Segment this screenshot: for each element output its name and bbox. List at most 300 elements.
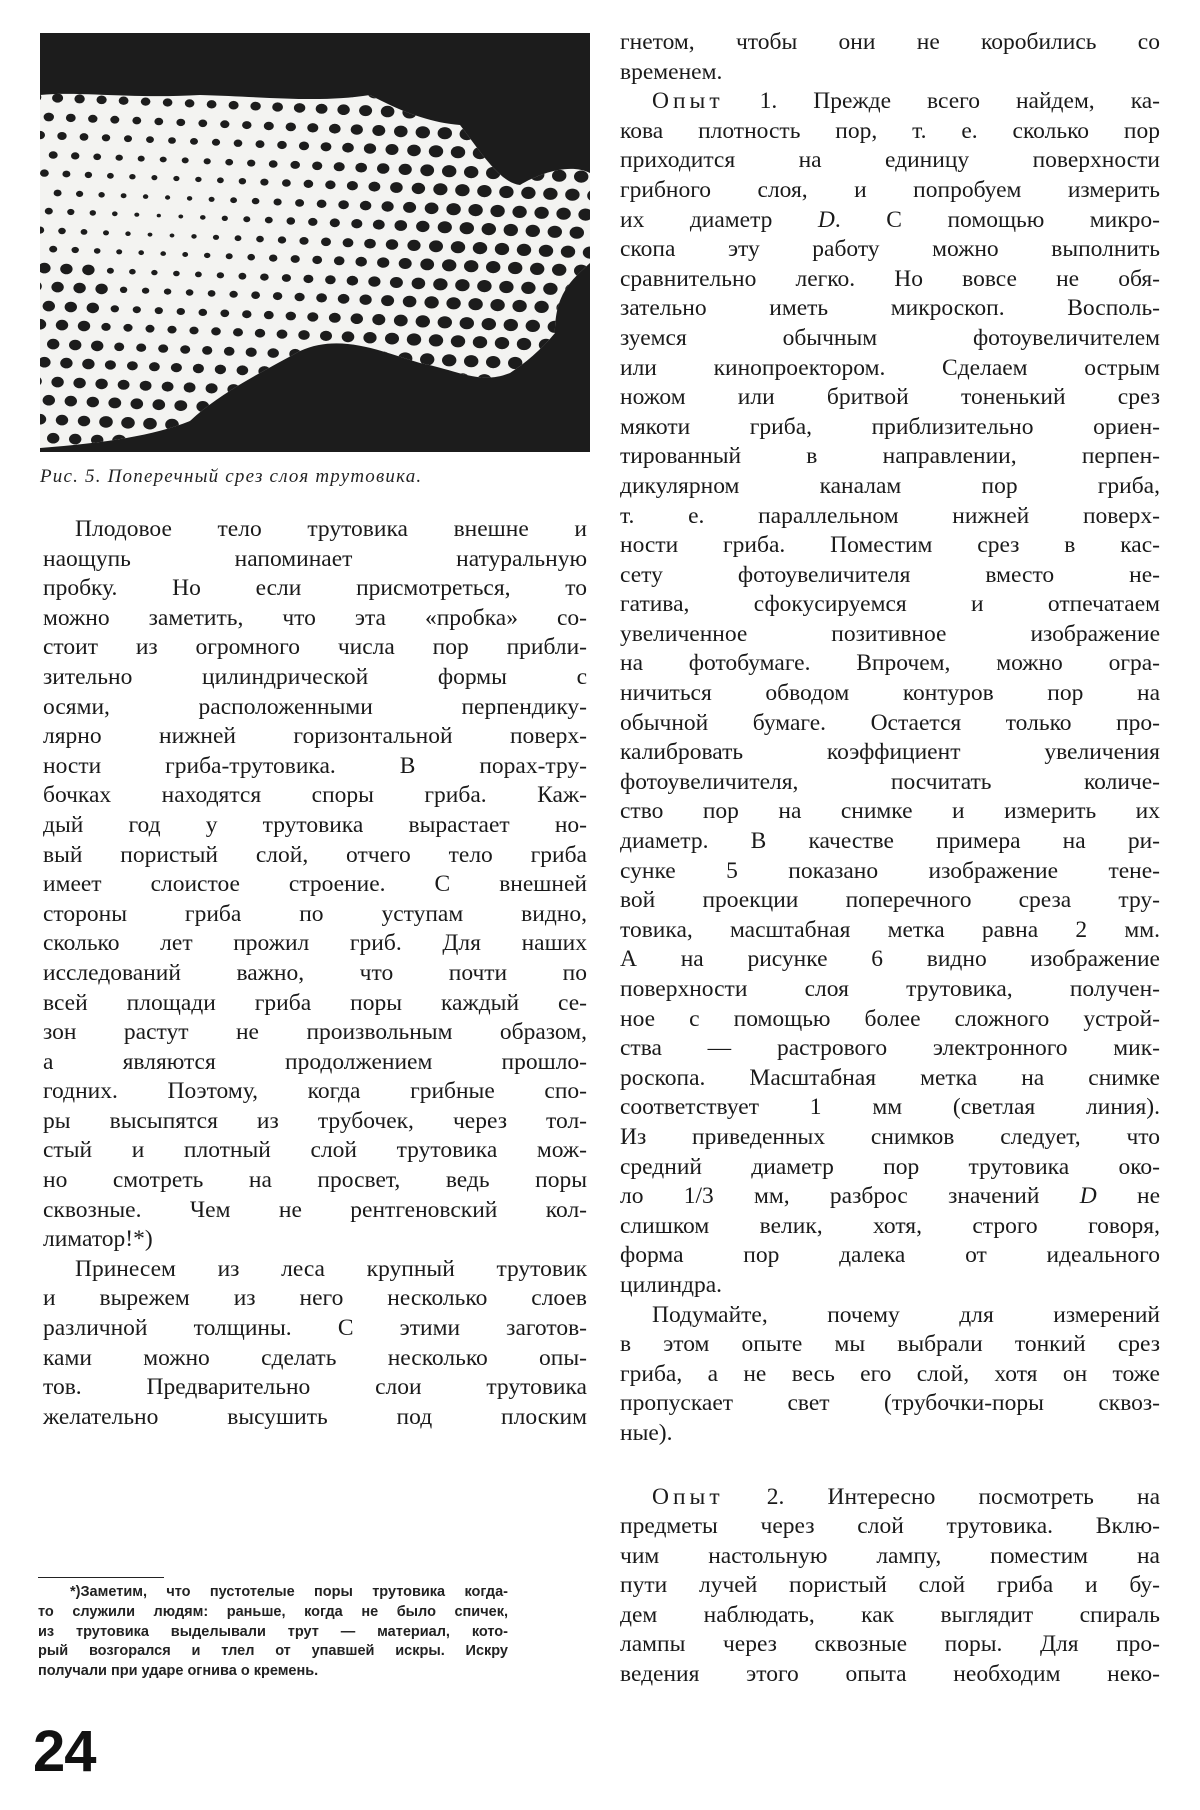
pore (282, 274, 291, 282)
pore (191, 234, 196, 239)
pore (121, 193, 127, 198)
pore (260, 274, 269, 281)
pore (299, 142, 309, 151)
pore (429, 334, 443, 346)
text-line: ное с помощью более сложного устрой- (620, 1005, 1160, 1032)
pore (312, 256, 322, 264)
pore (114, 343, 124, 352)
text-line: ками можно сделать несколько опы- (43, 1344, 587, 1371)
pore (252, 198, 260, 204)
pore (420, 259, 434, 271)
pore (455, 279, 469, 291)
pore (204, 253, 210, 258)
pore (369, 182, 381, 192)
pore (433, 278, 447, 290)
pore (287, 217, 296, 224)
pore (136, 344, 146, 352)
pore (138, 156, 145, 162)
pore (40, 169, 49, 176)
pore (468, 298, 482, 310)
pore (69, 340, 81, 351)
pore (52, 93, 63, 102)
pore (102, 134, 110, 141)
text-line: ведения этого опыта необходим неко- (620, 1661, 1160, 1688)
pore (185, 99, 195, 107)
polypore-cross-section-image (40, 33, 590, 452)
pore (390, 277, 403, 288)
text-line: т. е. параллельном нижней поверх- (620, 502, 1160, 529)
pore (60, 264, 72, 275)
footnote-line: *)Заметим, что пустотелые поры трутовика когда- (70, 1584, 508, 1600)
pore (208, 290, 216, 297)
pore (206, 383, 218, 393)
text-line: ничиться обводом контуров пор на (620, 680, 1160, 707)
pore (155, 307, 163, 314)
pore (359, 105, 372, 116)
pore (291, 255, 300, 263)
pore (264, 122, 274, 130)
pore (486, 356, 500, 368)
pore (182, 252, 188, 257)
pore (213, 235, 219, 240)
pore (229, 291, 237, 298)
pore (157, 214, 161, 218)
text-line: сету фотоувеличителя вместо не- (620, 561, 1160, 588)
pore (44, 113, 54, 122)
pore (464, 166, 478, 178)
pore (67, 209, 74, 215)
pore (111, 305, 119, 312)
pore (107, 268, 114, 274)
pore (256, 236, 264, 243)
pore (304, 180, 314, 188)
pore (71, 152, 79, 159)
pore (120, 287, 127, 293)
pore (386, 144, 399, 155)
pore (73, 283, 85, 294)
pore (543, 188, 557, 200)
pore (477, 280, 491, 292)
pore (215, 365, 226, 375)
footnote-line: получали при ударе огнива о кремень. (38, 1663, 319, 1680)
pore (429, 240, 443, 252)
pore (143, 194, 148, 199)
text-line: слишком велик, хотя, строго говоря, (620, 1212, 1160, 1239)
pore (548, 226, 562, 238)
pore (207, 100, 217, 108)
text-line: лампы через сквозные поры. Для про- (620, 1631, 1160, 1658)
pore (504, 224, 518, 236)
pore (199, 309, 208, 316)
pore (220, 310, 229, 318)
pore (343, 238, 354, 247)
pore (499, 186, 513, 198)
text-line: бочках находятся споры гриба. Каж- (43, 782, 587, 809)
pore (222, 216, 228, 221)
pore (446, 297, 460, 309)
pore (149, 362, 160, 371)
pore (153, 399, 166, 410)
text-line: всей площади гриба поры каждый се- (43, 989, 587, 1016)
pore (364, 143, 376, 153)
text-line: зуемся обычным фотоувеличителем (620, 324, 1160, 351)
pore (282, 179, 291, 187)
pore (526, 225, 540, 237)
text-line: и вырежем из него несколько слоев (43, 1285, 587, 1312)
pore (295, 199, 304, 207)
pore (351, 124, 363, 134)
text-line: Подумайте, почему для измерений (652, 1301, 1160, 1328)
pore (212, 139, 220, 146)
pore (303, 275, 313, 283)
pore (294, 103, 305, 113)
text-line: сравнительно легко. Но вовсе не обя- (620, 265, 1160, 292)
pore (570, 227, 584, 239)
pore (482, 318, 496, 330)
section-gap (620, 1449, 1160, 1483)
page-number: 24 (33, 1719, 96, 1784)
pore (372, 125, 385, 136)
pore (316, 104, 328, 114)
pore (347, 181, 358, 190)
pore (88, 115, 97, 123)
pore (338, 294, 350, 304)
pore (168, 137, 176, 144)
pore (521, 187, 535, 199)
pore (141, 98, 151, 106)
pore (51, 377, 63, 388)
text-line: тов. Предварительно слои трутовика (43, 1374, 587, 1401)
pore (195, 177, 201, 182)
pore (360, 295, 372, 305)
text-line: ножом или бритвой тоненький срез (620, 384, 1160, 411)
pore (486, 261, 500, 273)
pore (80, 133, 89, 141)
text-line: диаметр. В качестве примера на ри- (620, 828, 1160, 855)
pore (317, 200, 327, 208)
text-line: вый пористый слой, отчего тело гриба (43, 841, 587, 868)
pore (49, 246, 57, 253)
pore (87, 303, 99, 314)
pore (295, 293, 305, 302)
pore (286, 312, 296, 321)
text-line: мякоти гриба, приблизительно ориен- (620, 413, 1160, 440)
pore (105, 360, 116, 369)
pore (251, 291, 260, 299)
experiment-2-heading-line (620, 1483, 1160, 1513)
pore (171, 363, 182, 372)
pore (151, 175, 157, 180)
text-line: поверхности слоя трутовика, получен- (620, 976, 1160, 1002)
pore (381, 295, 394, 306)
text-line: на фотобумаге. Впрочем, можно огра- (620, 650, 1160, 677)
pore (442, 259, 456, 271)
pore (451, 146, 465, 158)
pore (260, 179, 268, 186)
pore (138, 250, 144, 255)
pore (82, 265, 94, 276)
pore (49, 151, 58, 159)
pore (490, 299, 504, 311)
pore (377, 163, 389, 174)
pore (198, 120, 207, 128)
pore (325, 180, 335, 189)
pore (464, 260, 478, 272)
text-line: пробку. Но если присмотреться, то (43, 575, 587, 602)
experiment-2-label: Опыт (652, 1483, 724, 1510)
pore (76, 191, 83, 197)
pore (58, 228, 66, 234)
pore (162, 382, 174, 392)
pore (255, 329, 265, 338)
pore (390, 182, 403, 193)
pore (416, 315, 430, 327)
pore (381, 106, 395, 118)
text-line: или кинопроектором. Сделаем острым (620, 354, 1160, 381)
pore (131, 398, 144, 409)
experiment-2-number: 2. (766, 1483, 785, 1510)
pore (165, 195, 170, 199)
pore (170, 234, 175, 238)
pore (351, 313, 363, 324)
pore (174, 400, 187, 411)
pore (416, 221, 429, 232)
pore (167, 326, 176, 334)
pore (98, 192, 104, 198)
pore (368, 276, 380, 286)
pore (290, 161, 300, 169)
text-line: А на рисунке 6 видно изображение (620, 946, 1160, 973)
text-line: дый год у трутовика вырастает но- (43, 811, 587, 838)
pore (43, 395, 55, 406)
pore (65, 302, 77, 313)
pore (561, 246, 575, 258)
pore (451, 335, 465, 347)
pore (420, 164, 434, 176)
pore (143, 418, 157, 430)
pore (394, 315, 408, 327)
pore (148, 233, 153, 237)
pore (534, 207, 548, 219)
pore (132, 117, 141, 125)
pore (499, 281, 513, 293)
text-line: годних. Поэтому, когда грибные спо- (43, 1078, 587, 1105)
pore (460, 222, 474, 234)
left-column (43, 515, 587, 1432)
pore (342, 143, 354, 153)
pore (74, 94, 84, 103)
pore (473, 242, 487, 254)
pore (386, 239, 398, 250)
pore (382, 201, 394, 211)
pore (163, 98, 173, 106)
pore (66, 114, 76, 122)
pore (407, 145, 421, 157)
pore (189, 327, 198, 335)
pore (307, 123, 318, 132)
text-line: наощупь напоминает натуральную (43, 545, 587, 572)
pore (307, 312, 318, 321)
pore (57, 132, 66, 140)
pore (129, 269, 136, 275)
pore (154, 118, 163, 125)
text-line: ства — растрового электронного мик- (620, 1035, 1160, 1062)
pore (186, 289, 194, 295)
pore (334, 162, 345, 171)
footnote-line: из трутовика выделывали трут — материал, кото- (38, 1623, 508, 1640)
pore (330, 218, 340, 227)
pore (99, 416, 113, 428)
text-line: дикулярном каналам пор гриба, (620, 472, 1160, 499)
pore (451, 241, 465, 253)
pore (407, 333, 421, 345)
pore (129, 174, 135, 179)
pore (54, 190, 62, 197)
experiment-2-first-line: Интересно посмотреть на (827, 1483, 1161, 1510)
pore (119, 97, 129, 105)
text-line: различной толщины. С этими заготов- (43, 1315, 587, 1342)
pore (118, 380, 130, 390)
pore (521, 282, 535, 294)
pore (72, 247, 79, 253)
pore (334, 256, 345, 265)
pore (416, 126, 430, 138)
pore (93, 154, 101, 161)
pore (512, 206, 526, 218)
text-line: ры высыпятся из трубочек, через тол- (43, 1107, 587, 1134)
text-line: стороны гриба по уступам видно, (43, 900, 587, 927)
pore (209, 197, 215, 202)
pore (180, 345, 190, 354)
pore (265, 217, 273, 224)
pore (329, 124, 341, 134)
pore (82, 359, 94, 370)
text-line: форма пор далека от идеального (620, 1242, 1160, 1269)
figure-caption: Рис. 5. Поперечный срез слоя трутовика. (40, 466, 423, 487)
pore (195, 272, 202, 278)
pore (233, 328, 243, 336)
paragraph-fruiting-body (43, 515, 587, 1255)
pore (438, 127, 452, 139)
pore (530, 263, 544, 275)
pore (325, 275, 336, 284)
text-line: соответствует 1 мм (светлая линия). (620, 1094, 1160, 1121)
pore (176, 119, 185, 126)
text-line: сквозные. Чем не рентгеновский кол- (43, 1196, 587, 1223)
pore (273, 292, 282, 300)
text-line: кова плотность пор, т. е. сколько пор (620, 117, 1160, 144)
pore (78, 321, 90, 332)
text-line: дем наблюдать, как выглядит спираль (620, 1601, 1160, 1628)
pore (464, 355, 478, 367)
pore (239, 273, 247, 280)
pore (517, 244, 531, 256)
pore (204, 158, 211, 164)
text-line: сколько лет прожил гриб. Для наших (43, 930, 587, 957)
text-line: калибровать коэффициент увеличения (620, 739, 1160, 766)
pore (177, 308, 185, 315)
pore (277, 330, 288, 339)
text-line: стый и плотный слой трутовика мож- (43, 1137, 587, 1164)
pore (73, 378, 85, 389)
pore (182, 157, 189, 163)
pore (495, 337, 509, 349)
pore (235, 235, 242, 241)
text-line: приходится на единицу поверхности (620, 147, 1160, 174)
pore (151, 270, 157, 275)
variable-d: D (1079, 1183, 1097, 1210)
pore (229, 101, 239, 110)
text-line: зительно цилиндрической формы с (43, 663, 587, 690)
pore (517, 338, 531, 350)
text-line: чим настольную лампу, поместим на (620, 1542, 1160, 1569)
experiment-1-heading-line (620, 87, 1160, 117)
pore (372, 314, 385, 325)
pore (364, 239, 376, 249)
pore (438, 221, 452, 233)
pore (385, 333, 399, 345)
pore (60, 358, 72, 369)
pore (442, 165, 456, 177)
pore (268, 348, 279, 358)
experiment-1-first-line: Прежде всего найдем, ка- (813, 88, 1161, 115)
pore (504, 319, 518, 331)
pore (321, 238, 331, 247)
pore (355, 163, 367, 173)
pore (247, 160, 255, 167)
text-line: средний диаметр пор трутовика око- (620, 1153, 1160, 1180)
pore (124, 135, 132, 142)
pore (433, 183, 447, 195)
text-line: желательно высушить под плоским (43, 1403, 587, 1430)
pore (125, 231, 130, 236)
text-line: увеличенное позитивное изображение (620, 620, 1160, 647)
pore (446, 203, 460, 215)
text-line: Принесем из леса крупный трутовик (75, 1255, 587, 1282)
pore (377, 257, 389, 267)
pore (424, 296, 438, 308)
text-line: вой проекции поперечного среза тру- (620, 887, 1160, 914)
pore (299, 237, 308, 245)
text-line: лярно нижней горизонтальной поверх- (43, 723, 587, 750)
text-line: ство пор на снимке и измерить их (620, 798, 1160, 825)
variable-d: D (817, 206, 835, 233)
pore (239, 178, 246, 184)
pore (286, 123, 296, 132)
text-line: товика, масштабная метка равна 2 мм. (620, 916, 1160, 943)
pore (403, 296, 417, 308)
pore (146, 136, 154, 143)
pore (184, 382, 196, 392)
pore (399, 258, 412, 269)
pore (298, 330, 309, 340)
pore (140, 381, 152, 391)
pore (225, 159, 233, 166)
experiment-1-label: Опыт (652, 88, 724, 115)
text-line: лиматор!*) (43, 1226, 153, 1253)
pore (193, 364, 204, 373)
text-line: тированный в направлении, перпен- (620, 443, 1160, 470)
pore (90, 210, 96, 216)
pore (526, 320, 540, 332)
pore (164, 289, 171, 295)
pore (47, 339, 59, 350)
pore (211, 327, 221, 335)
text-line: ло 1/3 мм, разброс значений D не (620, 1183, 1160, 1210)
pore (243, 216, 250, 222)
pore (412, 183, 425, 194)
pore (217, 272, 224, 278)
